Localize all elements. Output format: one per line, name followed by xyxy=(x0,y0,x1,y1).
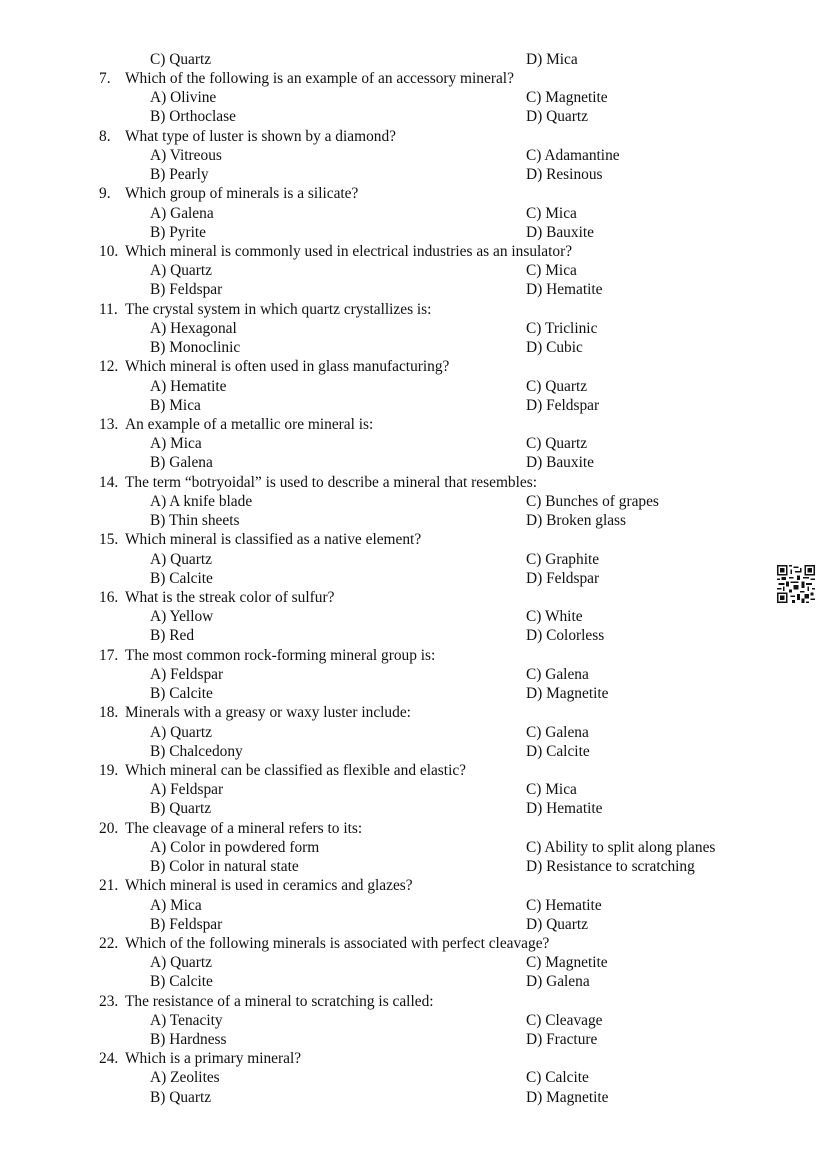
question-text: Which group of minerals is a silicate? xyxy=(125,185,359,203)
option-c: C) Mica xyxy=(526,262,577,280)
option-d: D) Bauxite xyxy=(526,223,594,241)
option-d: D) Calcite xyxy=(526,742,590,760)
option-b: B) Quartz xyxy=(150,800,212,818)
option-b: B) Monoclinic xyxy=(150,339,241,357)
question-number: 21. xyxy=(99,877,119,895)
option-c: C) Mica xyxy=(526,781,577,799)
question-text: Which mineral is used in ceramics and glazes? xyxy=(125,877,413,895)
option-a: A) Color in powdered form xyxy=(150,838,320,856)
question-number: 12. xyxy=(99,358,119,376)
option-a: A) A knife blade xyxy=(150,492,253,510)
question-text: The cleavage of a mineral refers to its: xyxy=(125,819,363,837)
option-a: A) Hematite xyxy=(150,377,227,395)
option-b: B) Red xyxy=(150,627,195,645)
option-a: A) Tenacity xyxy=(150,1011,223,1029)
question-number: 18. xyxy=(99,704,119,722)
question-number: 24. xyxy=(99,1050,119,1068)
option-c: C) Bunches of grapes xyxy=(526,492,659,510)
question-number: 14. xyxy=(99,473,119,491)
question-text: Which mineral is often used in glass manufacturing? xyxy=(125,358,450,376)
option-b: B) Feldspar xyxy=(150,281,223,299)
option-c: C) Quartz xyxy=(526,377,588,395)
option-a: A) Mica xyxy=(150,896,202,914)
option-b: B) Pyrite xyxy=(150,223,207,241)
option-b: B) Mica xyxy=(150,396,201,414)
option-d: D) Magnetite xyxy=(526,685,609,702)
option-d: D) Feldspar xyxy=(526,396,600,414)
question-number: 9. xyxy=(99,185,111,203)
option-d: D) Hematite xyxy=(526,281,603,299)
option-b: B) Calcite xyxy=(150,685,213,702)
question-text: Which mineral is commonly used in electrical industries as an insulator? xyxy=(125,243,573,260)
question-number: 7. xyxy=(99,70,111,87)
question-number: 22. xyxy=(99,934,119,952)
option-d: D) Resistance to scratching xyxy=(526,858,695,875)
option-d: D) Hematite xyxy=(526,800,603,818)
question-number: 19. xyxy=(99,761,119,779)
option-b: B) Galena xyxy=(150,454,213,472)
option-a: A) Olivine xyxy=(150,89,217,107)
option-d: D) Quartz xyxy=(526,108,588,126)
option-c: C) Hematite xyxy=(526,896,602,914)
option-c: C) Graphite xyxy=(526,550,600,568)
question-text: Which is a primary mineral? xyxy=(125,1050,302,1068)
option-d: D) Broken glass xyxy=(526,512,627,530)
option-c: C) Adamantine xyxy=(526,146,620,164)
option-d: D) Mica xyxy=(526,51,578,68)
option-c: C) Galena xyxy=(526,723,589,741)
option-a: A) Quartz xyxy=(150,723,212,741)
option-c: C) Quartz xyxy=(150,51,212,68)
option-d: D) Resinous xyxy=(526,166,603,184)
question-number: 17. xyxy=(99,646,119,664)
option-a: A) Feldspar xyxy=(150,665,224,683)
option-c: C) Galena xyxy=(526,665,589,683)
option-a: A) Quartz xyxy=(150,550,212,568)
option-c: C) Calcite xyxy=(526,1069,589,1087)
question-number: 16. xyxy=(99,588,119,606)
question-number: 11. xyxy=(99,300,118,318)
option-b: B) Pearly xyxy=(150,166,209,184)
question-number: 13. xyxy=(99,416,119,433)
option-c: C) Quartz xyxy=(526,435,588,453)
option-b: B) Calcite xyxy=(150,569,213,587)
option-b: B) Orthoclase xyxy=(150,108,236,126)
question-text: Which mineral can be classified as flexible and elastic? xyxy=(125,761,467,779)
question-text: The most common rock-forming mineral group is: xyxy=(125,646,436,664)
option-b: B) Color in natural state xyxy=(150,858,299,875)
option-d: D) Cubic xyxy=(526,339,583,357)
option-a: A) Hexagonal xyxy=(150,319,237,337)
option-c: C) Mica xyxy=(526,204,577,222)
question-text: Which mineral is classified as a native element? xyxy=(125,531,422,549)
option-d: D) Colorless xyxy=(526,627,605,645)
question-text: Which of the following is an example of an accessory mineral? xyxy=(125,70,514,87)
option-a: A) Vitreous xyxy=(150,146,222,164)
question-text: Minerals with a greasy or waxy luster include: xyxy=(125,704,411,722)
option-c: C) Triclinic xyxy=(526,319,598,337)
question-number: 23. xyxy=(99,992,119,1010)
option-a: A) Yellow xyxy=(150,608,214,626)
option-d: D) Fracture xyxy=(526,1031,598,1048)
question-text: Which of the following minerals is associated with perfect cleavage? xyxy=(125,934,550,952)
option-d: D) Bauxite xyxy=(526,454,594,472)
question-text: What is the streak color of sulfur? xyxy=(125,588,335,606)
question-text: What type of luster is shown by a diamond? xyxy=(125,127,396,145)
option-d: D) Quartz xyxy=(526,915,588,933)
option-c: C) Magnetite xyxy=(526,89,608,107)
option-d: D) Galena xyxy=(526,973,590,991)
option-b: B) Feldspar xyxy=(150,915,223,933)
question-number: 20. xyxy=(99,819,119,837)
qr-code-icon xyxy=(777,565,815,603)
question-text: An example of a metallic ore mineral is: xyxy=(125,416,374,433)
question-number: 15. xyxy=(99,531,119,549)
question-text: The term “botryoidal” is used to describe a mineral that resembles: xyxy=(125,473,537,491)
question-number: 8. xyxy=(99,127,111,145)
option-c: C) Magnetite xyxy=(526,954,608,972)
option-b: B) Thin sheets xyxy=(150,512,240,530)
option-a: A) Zeolites xyxy=(150,1069,220,1087)
option-d: D) Feldspar xyxy=(526,569,600,587)
option-a: A) Quartz xyxy=(150,954,212,972)
option-c: C) Cleavage xyxy=(526,1011,603,1029)
option-a: A) Quartz xyxy=(150,262,212,280)
option-b: B) Quartz xyxy=(150,1088,212,1106)
question-text: The crystal system in which quartz crystallizes is: xyxy=(125,300,432,318)
option-c: C) White xyxy=(526,608,583,626)
question-number: 10. xyxy=(99,243,119,260)
option-a: A) Galena xyxy=(150,204,214,222)
option-b: B) Chalcedony xyxy=(150,742,243,760)
option-b: B) Calcite xyxy=(150,973,213,991)
option-c: C) Ability to split along planes xyxy=(526,838,716,856)
option-a: A) Mica xyxy=(150,435,202,453)
question-text: The resistance of a mineral to scratching is called: xyxy=(125,992,434,1010)
option-b: B) Hardness xyxy=(150,1031,227,1048)
option-d: D) Magnetite xyxy=(526,1088,609,1106)
option-a: A) Feldspar xyxy=(150,781,224,799)
